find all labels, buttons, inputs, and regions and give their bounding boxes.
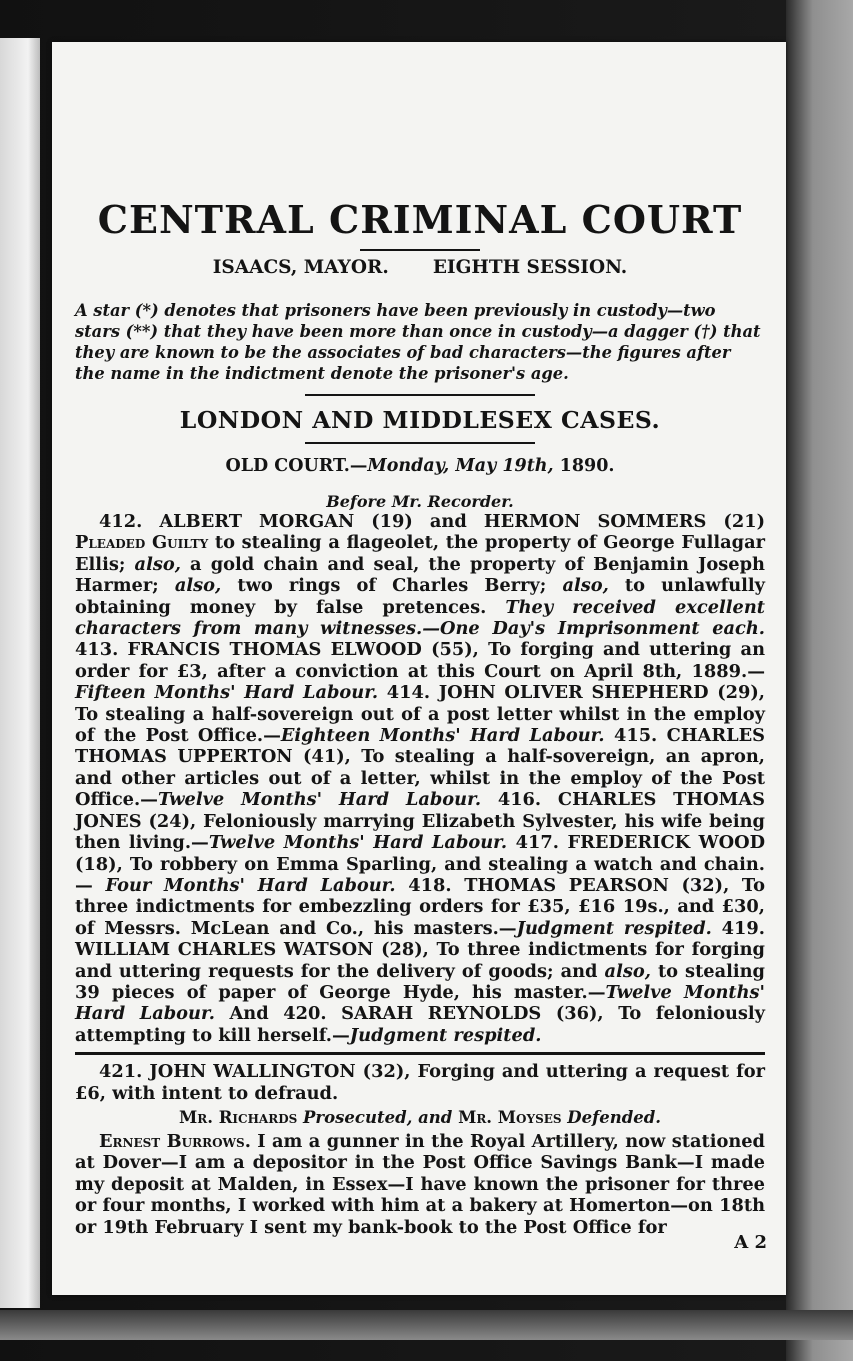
case-text: to unlawfully obtaining money by false pretences. [75, 575, 765, 618]
case-text: a gold chain and seal, the property of Benjamin Joseph Harmer; [75, 553, 765, 597]
witness-name: Ernest Burrows. [99, 1130, 251, 1152]
case-sentence: Fifteen Months' Hard Labour. [75, 682, 379, 704]
case-divider [75, 1052, 765, 1055]
plea-label: Pleaded Guilty [75, 532, 209, 554]
case-421: 421. JOHN WALLINGTON (32), Forging and uttering a request for £6, with intent to defraud. [75, 1061, 765, 1104]
defender-name: Mr. Moyses [458, 1107, 562, 1127]
mayor-label: ISAACS, MAYOR. [212, 257, 389, 278]
case-text: 416. CHARLES THOMAS JONES (24), Feloniously marrying Elizabeth Sylvester, his wife being then living.— [75, 789, 765, 854]
section-title: LONDON AND MIDDLESEX CASES. [179, 406, 661, 434]
case-sentence: Twelve Months' Hard Labour. [157, 789, 482, 811]
case-sentence: Twelve Months' Hard Labour. [208, 832, 508, 854]
counsel-line [75, 1108, 765, 1127]
court-name: OLD COURT.— [225, 456, 368, 476]
section-rule-top [305, 394, 535, 396]
court-date: Monday, May 19th, [367, 456, 554, 476]
section-rule-bottom [305, 442, 535, 444]
case-italic: also, [174, 575, 222, 597]
case-text: to stealing 39 pieces of paper of George Hyde, his master.— [75, 960, 765, 1003]
page-title: CENTRAL CRIMINAL COURT [97, 197, 743, 242]
case-text: 415. CHARLES THOMAS UPPERTON (41), To stealing a half-sovereign, an apron, and other articles out of a letter, whilst in the employ of the Post Office.— [75, 725, 765, 811]
case-text: two rings of Charles Berry; [221, 575, 563, 597]
title-rule [360, 249, 480, 251]
case-text: 414. JOHN OLIVER SHEPHERD (29), To stealing a half-sovereign out of a post letter whilst in the employ of the Post Office.— [75, 682, 766, 747]
session-label: EIGHTH SESSION. [432, 257, 628, 278]
case-text: to stealing a flageolet, the property of George Fullagar Ellis; [75, 532, 765, 575]
case-text: 419. WILLIAM CHARLES WATSON (28), To three indictments for forging and uttering requests for the delivery of goods; and [75, 917, 765, 982]
case-text: 413. FRANCIS THOMAS ELWOOD (55), To forging and uttering an order for £3, after a conviction at this Court on April 8th, 1889.— [75, 639, 765, 682]
judge-line: Before Mr. Recorder. [326, 492, 514, 511]
case-text: And 420. SARAH REYNOLDS (36), To feloniously attempting to kill herself.— [75, 1003, 765, 1046]
counsel-role: Prosecuted, and [297, 1107, 459, 1127]
case-sentence: Judgment respited. [349, 1024, 542, 1046]
counsel-role: Defended. [561, 1107, 662, 1127]
case-sentence: They received excellent characters from many witnesses.—One Day's Imprisonment each. [75, 596, 765, 640]
bottom-page-edge [0, 1310, 853, 1340]
right-page-edge [786, 0, 853, 1361]
custody-legend: A star (*) denotes that prisoners have been previously in custody—two stars (**) that they have been more than once in custody—a dagger (†) that they are known to be the associates of bad characters—the figures after the name in the indictment denote the prisoner's age. [75, 301, 761, 383]
case-italic: also, [562, 575, 609, 597]
document-page [52, 42, 786, 1295]
testimony-paragraph [75, 1131, 765, 1238]
court-year: 1890. [553, 456, 615, 476]
case-text: 418. THOMAS PEARSON (32), To three indictments for embezzling orders for £35, £16 19s., and £30, of Messrs. McLean and Co., his masters.— [75, 874, 765, 939]
case-sentence: Four Months' Hard Labour. [105, 874, 396, 896]
session-line [75, 257, 765, 278]
prosecutor-name: Mr. Richards [178, 1107, 298, 1127]
case-italic: also, [134, 553, 181, 575]
case-text: 412. ALBERT MORGAN (19) and HERMON SOMMERS (21) [99, 511, 765, 532]
page-content [75, 197, 765, 1238]
left-page-edge [0, 38, 40, 1308]
court-date-line [75, 456, 765, 476]
case-sentence: Judgment respited. [516, 917, 712, 939]
case-sentence: Eighteen Months' Hard Labour. [280, 725, 605, 747]
case-sentence: Twelve Months' Hard Labour. [75, 981, 765, 1025]
signature-mark: A 2 [734, 1232, 767, 1253]
case-italic: also, [604, 960, 651, 982]
testimony-text: I am a gunner in the Royal Artillery, now stationed at Dover—I am a depositor in the Post Office Savings Bank—I made my deposit at Malden, in Essex—I have known the prisoner for three or four months, I worked with him at a bakery at Homerton—on 18th or 19th February I sent my bank-book to the Post Office for [75, 1130, 765, 1238]
cases-paragraph [75, 511, 765, 1046]
case-text: 417. FREDERICK WOOD (18), To robbery on Emma Sparling, and stealing a watch and chain. — [75, 832, 765, 896]
